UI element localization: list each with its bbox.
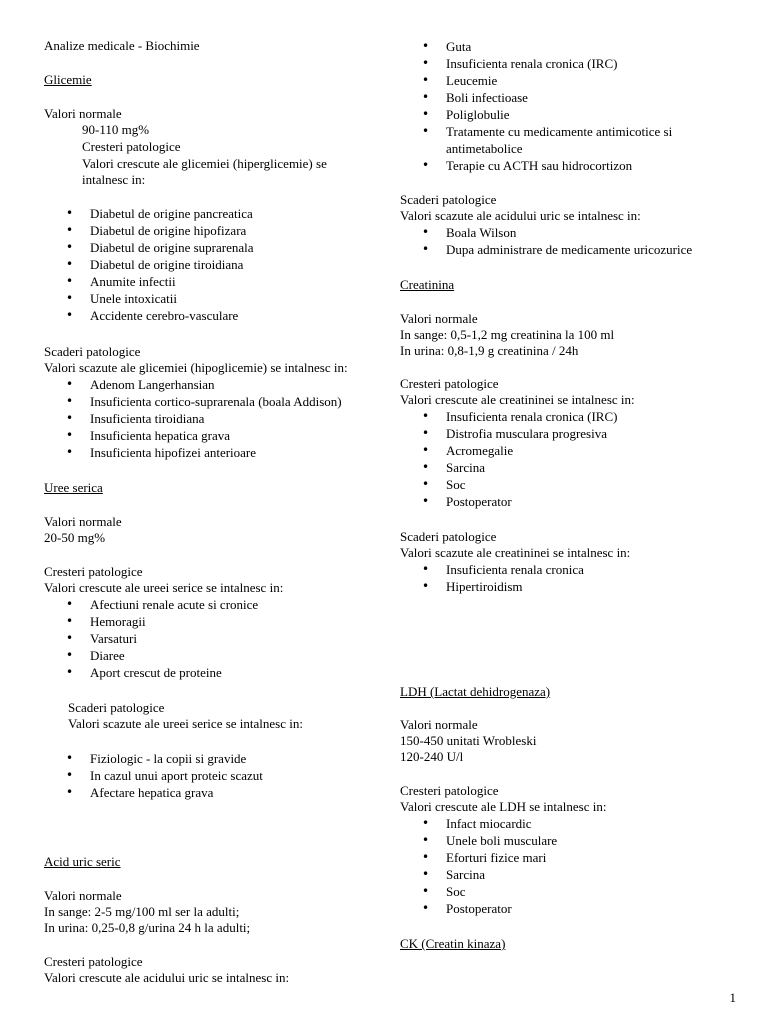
list-item: • Hemoragii [44,613,258,630]
cresteri-text: Valori crescute ale LDH se intalnesc in: [400,799,607,814]
normal-values-label: Valori normale [400,311,478,326]
section-heading-creatinina: Creatinina [400,277,455,292]
normal-value-wrobleski: 150-450 unitati Wrobleski [400,733,537,748]
section-heading-uree: Uree serica [44,480,103,495]
acid-uric-cresteri-list [400,38,736,174]
list-item: • Soc [400,883,557,900]
uree-cresteri-list [44,596,258,681]
cresteri-text: Valori crescute ale glicemiei (hiperglicemie) se [82,156,327,171]
list-item: • Varsaturi [44,630,258,647]
normal-value-ul: 120-240 U/l [400,749,464,764]
list-item: • Postoperator [400,493,617,510]
scaderi-text: Valori scazute ale acidului uric se intalnesc in: [400,208,641,223]
section-heading-acid-uric: Acid uric seric [44,854,121,869]
section-heading-glicemie: Glicemie [44,72,92,87]
page-number: 1 [729,990,736,1005]
list-item: • Fiziologic - la copii si gravide [44,750,263,767]
normal-values-label: Valori normale [44,888,122,903]
list-item: • Boala Wilson [400,224,692,241]
section-heading-ldh: LDH (Lactat dehidrogenaza) [400,684,551,699]
cresteri-text: Valori crescute ale ureei serice se intalnesc in: [44,580,284,595]
normal-values-label: Valori normale [400,717,478,732]
list-item: • Insuficienta renala cronica (IRC) [400,55,736,72]
normal-values-label: Valori normale [44,106,122,121]
cresteri-label: Cresteri patologice [400,783,499,798]
list-item: • Guta [400,38,736,55]
list-item: • Adenom Langerhansian [44,376,342,393]
list-item: • Insuficienta tiroidiana [44,410,342,427]
glicemie-cresteri-list [44,205,254,324]
list-item: • Accidente cerebro-vasculare [44,307,254,324]
list-item: • Postoperator [400,900,557,917]
document-title: Analize medicale - Biochimie [44,38,200,53]
list-item: • Diabetul de origine hipofizara [44,222,254,239]
list-item: • Diabetul de origine tiroidiana [44,256,254,273]
list-item: • Aport crescut de proteine [44,664,258,681]
list-item: • Diaree [44,647,258,664]
creatinina-cresteri-list [400,408,617,510]
list-item: • Unele intoxicatii [44,290,254,307]
cresteri-label: Cresteri patologice [82,139,181,154]
list-item: • Dupa administrare de medicamente uricozurice [400,241,692,258]
list-item: • Leucemie [400,72,736,89]
list-item: • Distrofia musculara progresiva [400,425,617,442]
acid-uric-scaderi-list [400,224,692,258]
list-item: • Insuficienta renala cronica (IRC) [400,408,617,425]
cresteri-text: Valori crescute ale creatininei se intalnesc in: [400,392,635,407]
list-item: • Acromegalie [400,442,617,459]
normal-value: 90-110 mg% [82,122,150,137]
scaderi-label: Scaderi patologice [400,192,497,207]
list-item: • Soc [400,476,617,493]
cresteri-label: Cresteri patologice [44,564,143,579]
list-item: • Sarcina [400,459,617,476]
list-item: • Insuficienta hipofizei anterioare [44,444,342,461]
list-item: • Insuficienta renala cronica [400,561,584,578]
creatinina-scaderi-list [400,561,584,595]
list-item: • Infact miocardic [400,815,557,832]
list-item: • Diabetul de origine suprarenala [44,239,254,256]
cresteri-text: Valori crescute ale acidului uric se intalnesc in: [44,970,290,985]
normal-value-urine: In urina: 0,25-0,8 g/urina 24 h la adulti; [44,920,251,935]
list-item: • Boli infectioase [400,89,736,106]
list-item: • Tratamente cu medicamente antimicotice si antimetabolice [400,123,736,157]
cresteri-label: Cresteri patologice [44,954,143,969]
list-item: • Hipertiroidism [400,578,584,595]
list-item: • Anumite infectii [44,273,254,290]
scaderi-label: Scaderi patologice [44,344,141,359]
cresteri-label: Cresteri patologice [400,376,499,391]
list-item: • Unele boli musculare [400,832,557,849]
list-item: • Insuficienta cortico-suprarenala (boala Addison) [44,393,342,410]
list-item: • Poliglobulie [400,106,736,123]
normal-values-label: Valori normale [44,514,122,529]
list-item: • Insuficienta hepatica grava [44,427,342,444]
normal-value-blood: In sange: 0,5-1,2 mg creatinina la 100 ml [400,327,615,342]
list-item: • Afectiuni renale acute si cronice [44,596,258,613]
section-heading-ck: CK (Creatin kinaza) [400,936,506,951]
scaderi-text: Valori scazute ale creatininei se intalnesc in: [400,545,631,560]
glicemie-scaderi-list [44,376,342,461]
uree-scaderi-list [44,750,263,801]
normal-value: 20-50 mg% [44,530,106,545]
normal-value-blood: In sange: 2-5 mg/100 ml ser la adulti; [44,904,240,919]
scaderi-text: Valori scazute ale glicemiei (hipoglicemie) se intalnesc in: [44,360,348,375]
list-item: • In cazul unui aport proteic scazut [44,767,263,784]
list-item: • Eforturi fizice mari [400,849,557,866]
list-item: • Terapie cu ACTH sau hidrocortizon [400,157,736,174]
normal-value-urine: In urina: 0,8-1,9 g creatinina / 24h [400,343,579,358]
ldh-cresteri-list [400,815,557,917]
scaderi-text: Valori scazute ale ureei serice se intalnesc in: [68,716,303,731]
list-item: • Diabetul de origine pancreatica [44,205,254,222]
scaderi-label: Scaderi patologice [400,529,497,544]
list-item: • Afectare hepatica grava [44,784,263,801]
list-item: • Sarcina [400,866,557,883]
scaderi-label: Scaderi patologice [68,700,165,715]
cresteri-text-cont: intalnesc in: [82,172,146,187]
